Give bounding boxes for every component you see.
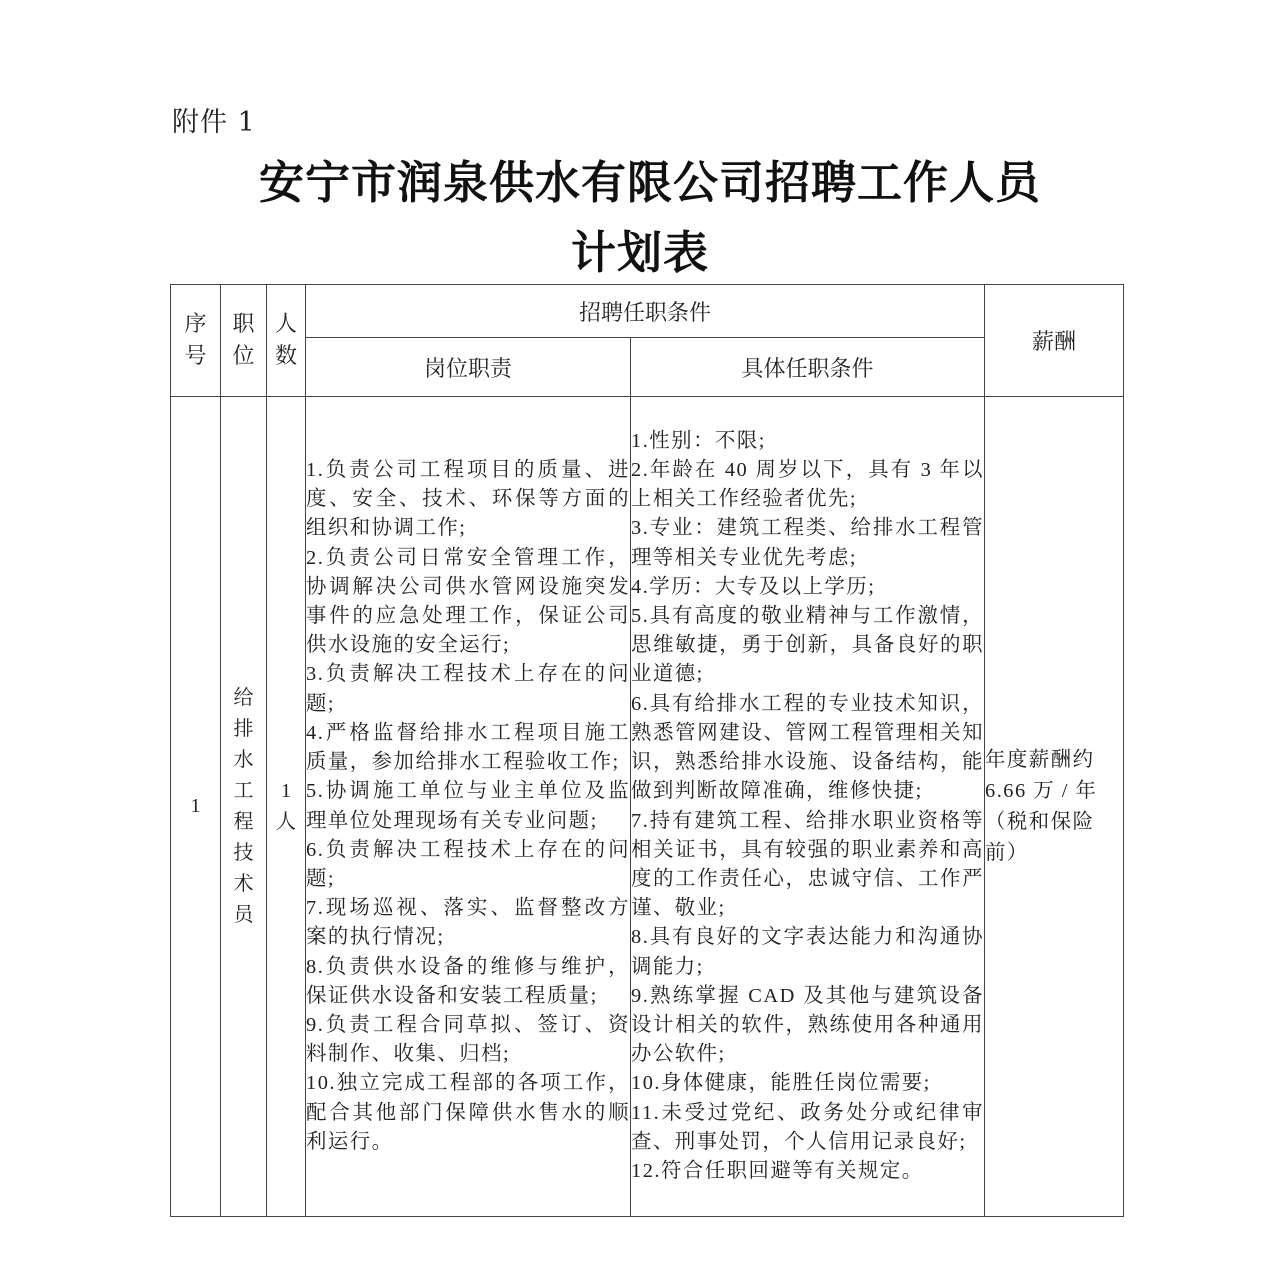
position-char: 排 (233, 717, 254, 740)
position-char: 技 (233, 841, 254, 864)
row-requirements (631, 397, 985, 1217)
row-salary: 年度薪酬约 6.66 万 / 年（税和保险前） (985, 397, 1124, 1217)
requirement-item: 6.具有给排水工程的专业技术知识，熟悉管网建设、管网工程管理相关知识，熟悉给排水设施、设备结构，能做到判断故障准确，维修快捷; (631, 692, 985, 803)
header-seq-char: 序 (184, 311, 207, 337)
requirement-item: 9.熟练掌握 CAD 及其他与建筑设备设计相关的软件，熟练使用各种通用办公软件; (631, 984, 985, 1066)
duty-item: 9.负责工程合同草拟、签订、资料制作、收集、归档; (306, 1013, 630, 1066)
requirement-item: 12.符合任职回避等有关规定。 (631, 1159, 924, 1182)
document-title: 安宁市润泉供水有限公司招聘工作人员 (258, 156, 1041, 209)
duty-item: 2.负责公司日常安全管理工作，协调解决公司供水管网设施突发事件的应急处理工作，保证公司供水设施的安全运行; (306, 546, 630, 657)
duty-item: 3.负责解决工程技术上存在的问题; (306, 663, 630, 715)
requirement-item: 3.专业：建筑工程类、给排水工程管理等相关专业优先考虑; (631, 517, 985, 569)
header-duties: 岗位职责 (306, 338, 631, 397)
duty-item: 5.协调施工单位与业主单位及监理单位处理现场有关专业问题; (306, 780, 630, 832)
row-duties (306, 397, 631, 1217)
duty-item: 1.负责公司工程项目的质量、进度、安全、技术、环保等方面的组织和协调工作; (306, 459, 630, 540)
annex-label: 附件 1 (172, 107, 256, 138)
header-requirements: 具体任职条件 (631, 338, 985, 397)
header-position (221, 285, 267, 397)
table-row (171, 397, 1124, 1217)
requirement-item: 5.具有高度的敬业精神与工作激情，思维敏捷，勇于创新，具备良好的职业道德; (631, 605, 985, 686)
row-seq: 1 (171, 397, 221, 1217)
requirement-item: 8.具有良好的文字表达能力和沟通协调能力; (631, 926, 985, 978)
requirement-item: 1.性别：不限; (631, 429, 766, 452)
header-seq (171, 285, 221, 397)
requirement-item: 2.年龄在 40 周岁以下，具有 3 年以上相关工作经验者优先; (631, 459, 985, 511)
position-char: 给 (233, 686, 254, 709)
duty-item: 4.严格监督给排水工程项目施工质量，参加给排水工程验收工作; (306, 721, 630, 774)
header-position-char: 职 (232, 311, 255, 337)
row-position (221, 397, 267, 1217)
position-char: 水 (233, 748, 254, 771)
row-count (267, 397, 306, 1217)
duty-item: 6.负责解决工程技术上存在的问题; (306, 838, 630, 890)
document-subtitle: 计划表 (570, 226, 709, 279)
requirement-item: 4.学历：大专及以上学历; (631, 575, 876, 598)
position-char: 员 (233, 903, 254, 926)
header-seq-char: 号 (184, 343, 207, 369)
requirement-item: 7.持有建筑工程、给排水职业资格等相关证书，具有较强的职业素养和高度的工作责任心，忠诚守信、工作严谨、敬业; (631, 809, 985, 920)
requirement-item: 11.未受过党纪、政务处分或纪律审查、刑事处罚，个人信用记录良好; (631, 1101, 985, 1153)
recruitment-plan-table (170, 284, 1124, 1217)
header-count (267, 285, 306, 397)
position-char: 术 (233, 872, 254, 895)
duty-item: 10.独立完成工程部的各项工作，配合其他部门保障供水售水的顺利运行。 (306, 1072, 630, 1153)
position-char: 程 (233, 810, 254, 833)
header-count-char: 数 (274, 343, 297, 369)
duty-item: 7.现场巡视、落实、监督整改方案的执行情况; (306, 897, 630, 949)
header-salary: 薪酬 (985, 285, 1124, 397)
requirement-item: 10.身体健康，能胜任岗位需要; (631, 1072, 931, 1095)
position-char: 工 (233, 779, 254, 802)
header-count-char: 人 (274, 311, 297, 337)
duty-item: 8.负责供水设备的维修与维护，保证供水设备和安装工程质量; (306, 955, 630, 1007)
header-position-char: 位 (232, 343, 255, 369)
count-number: 1 (281, 779, 291, 802)
header-conditions-group: 招聘任职条件 (306, 285, 985, 338)
count-unit: 人 (276, 810, 296, 833)
